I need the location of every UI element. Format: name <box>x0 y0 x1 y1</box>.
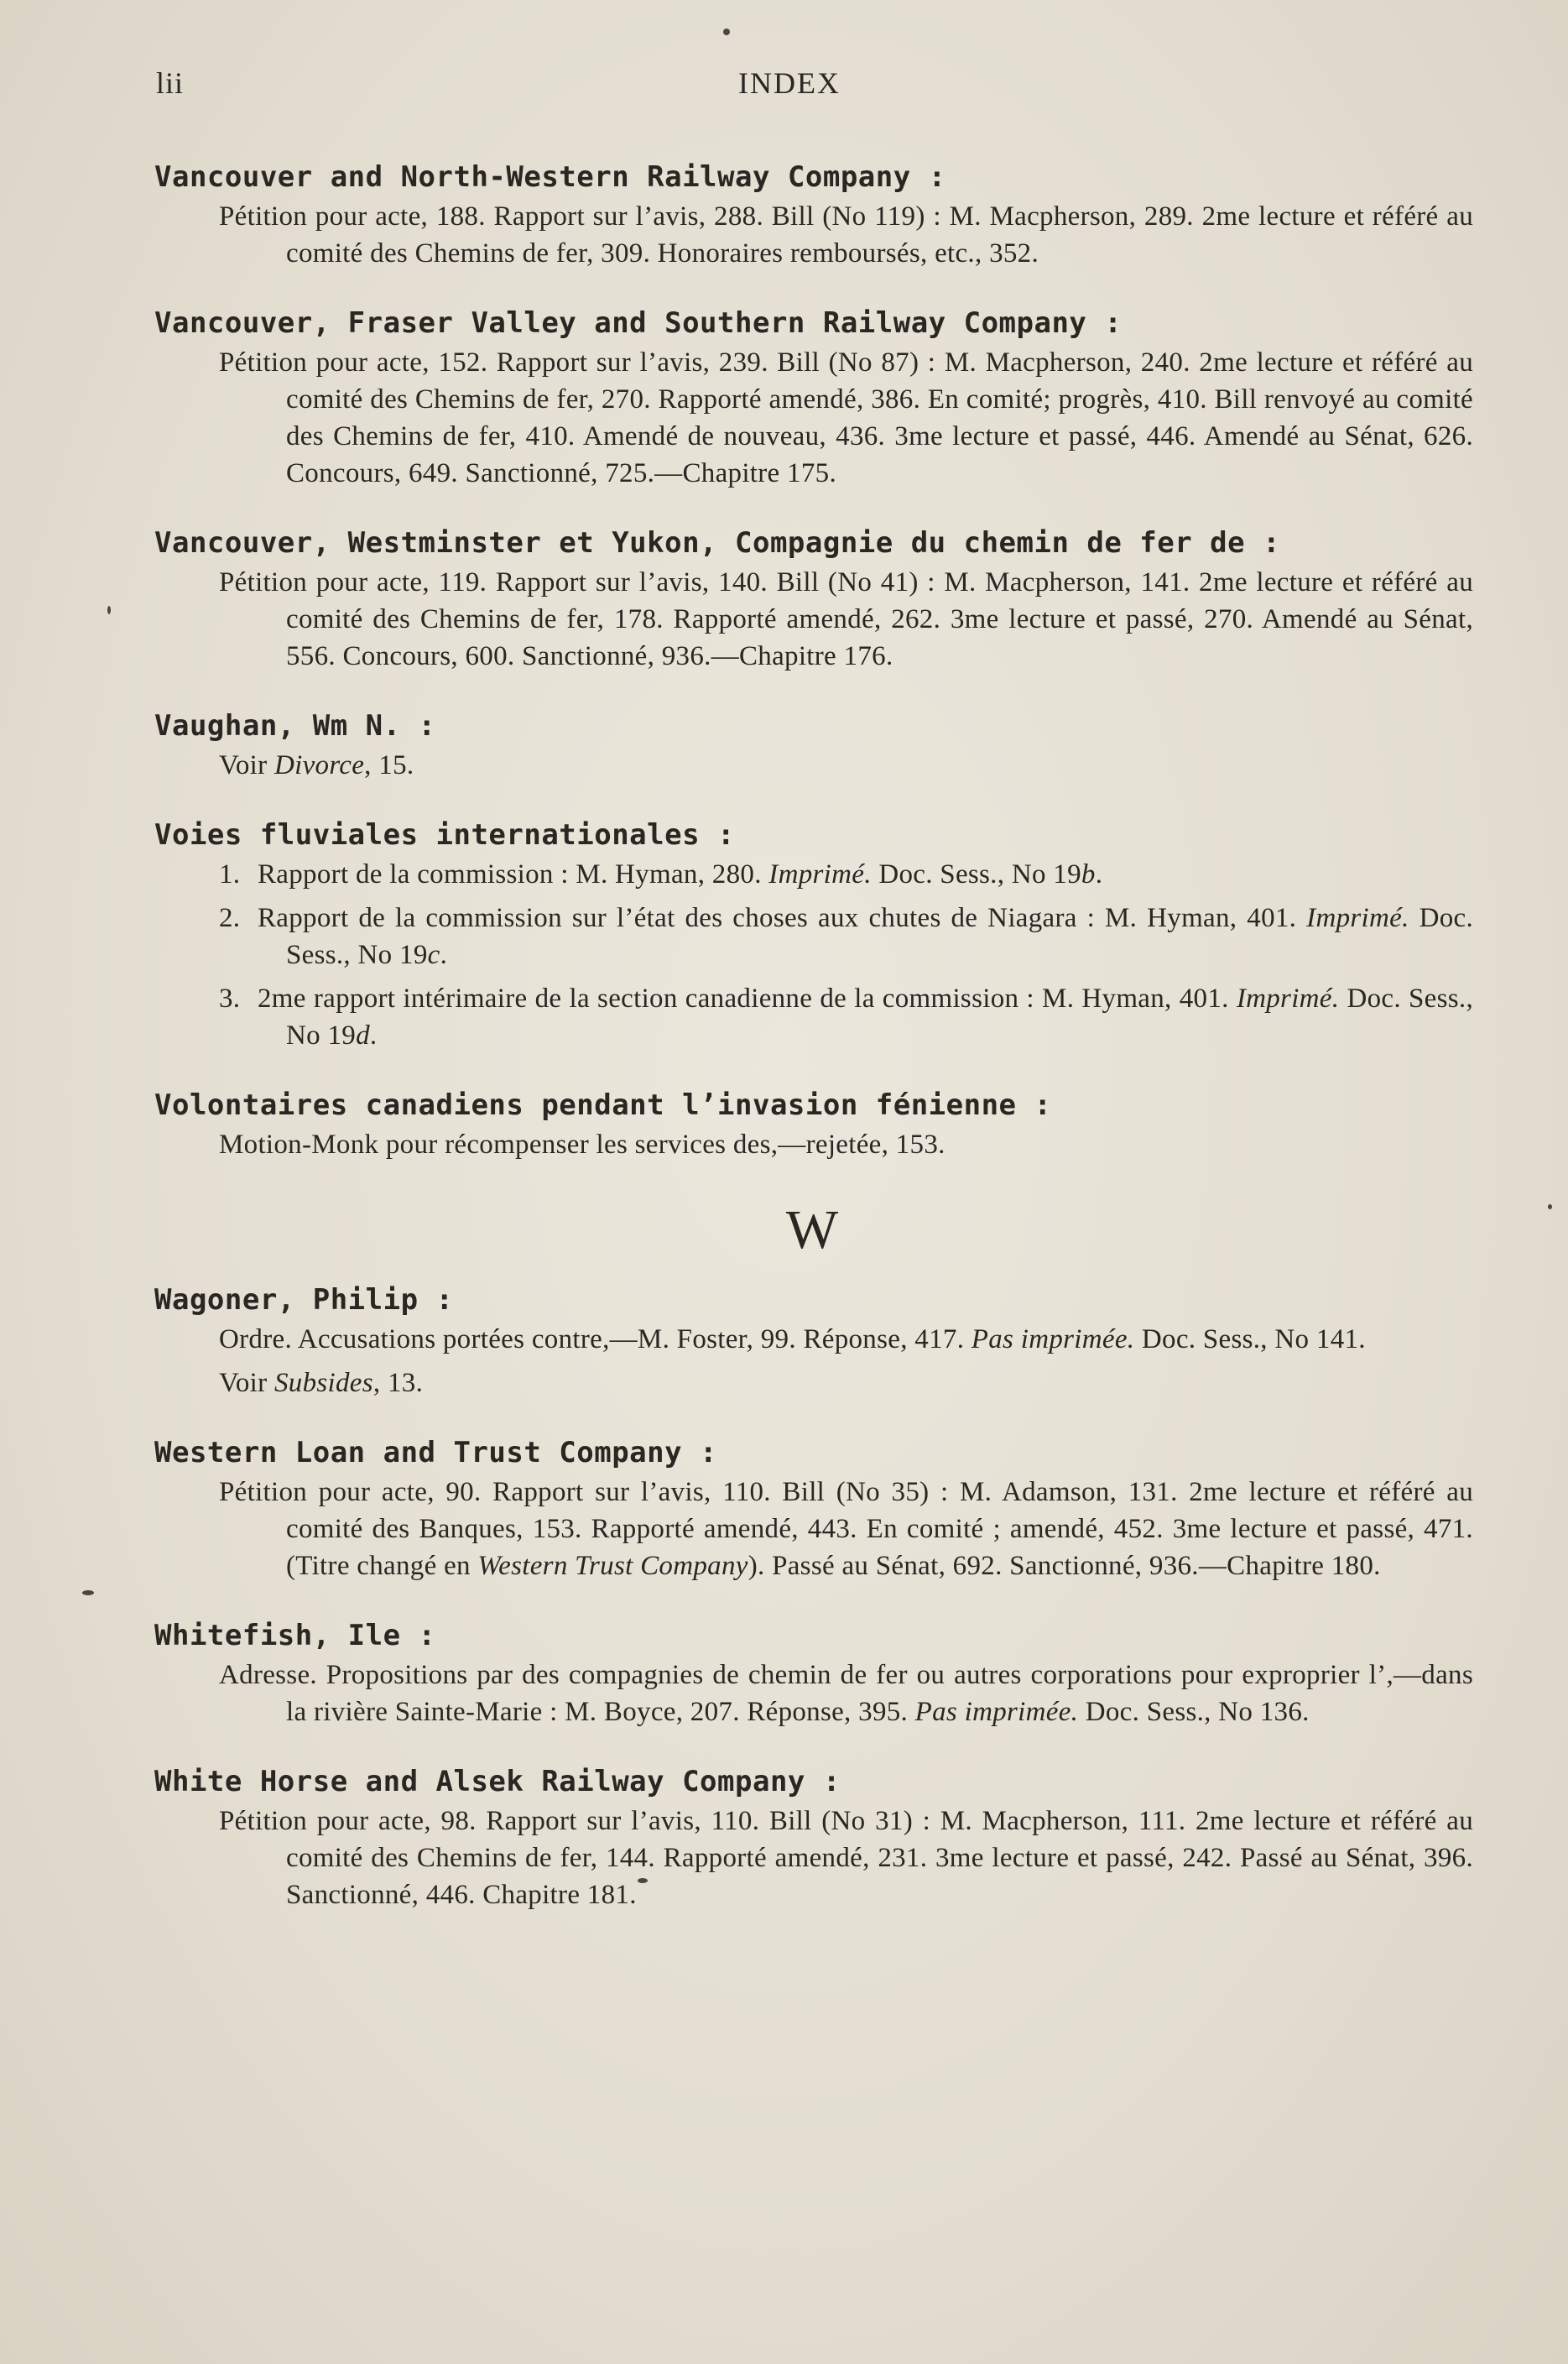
section-letter: W <box>785 1199 842 1260</box>
entry-body: Motion-Monk pour récompenser les services des,—rejetée, 153. <box>219 1130 945 1160</box>
ink-speck <box>107 606 111 614</box>
item-number: 3. <box>219 984 241 1014</box>
entry-italic: Imprimé. <box>768 859 872 890</box>
index-entry <box>154 304 1473 492</box>
entry-text: . <box>1095 859 1103 890</box>
page-header <box>156 65 1473 107</box>
entry-body <box>154 1657 1473 1730</box>
entry-text: , 15. <box>364 750 414 780</box>
running-title: INDEX <box>738 66 841 100</box>
page-number: lii <box>156 66 185 100</box>
entry-text: Voir <box>219 1368 274 1398</box>
entry-heading: White Horse and Alsek Railway Company : <box>154 1765 841 1798</box>
entry-italic: Imprimé. <box>1236 984 1340 1014</box>
index-entry <box>154 158 1473 272</box>
entry-text: Doc. Sess., No 19 <box>286 984 1474 1051</box>
entry-body: Pétition pour acte, 98. Rapport sur l’avis, 110. Bill (No 31) : M. Macpherson, 111. 2me lecture et référé au comité des Chemins de fer, 144. Rapporté amendé, 231. 3me lecture et passé, 242. Passé au Sénat, 396. Sanctionné, 446. Chapitre 181. <box>219 1806 1473 1910</box>
entry-text: Pétition pour acte, 90. Rapport sur l’avis, 110. Bill (No 35) : M. Adamson, 131. 2me lecture et référé au comité des Banques, 153. Rapporté amendé, 443. En comité ; amendé, 452. 3me lecture et passé, 471. (Titre changé en <box>219 1477 1473 1581</box>
entry-italic: Western Trust Company <box>477 1551 748 1581</box>
entry-text: Doc. Sess., No 19 <box>871 859 1081 890</box>
entry-text: Doc. Sess., No 19 <box>286 903 1473 970</box>
entry-text: Doc. Sess., No 136. <box>1078 1697 1310 1727</box>
entry-text: ). Passé au Sénat, 692. Sanctionné, 936.—Chapitre 180. <box>748 1551 1381 1581</box>
entry-text: Rapport de la commission : M. Hyman, 280. <box>258 859 769 890</box>
entry-item <box>154 856 1473 893</box>
entry-item <box>154 980 1473 1054</box>
index-entry <box>154 1616 1473 1730</box>
entry-body: Pétition pour acte, 188. Rapport sur l’avis, 288. Bill (No 119) : M. Macpherson, 289. 2me lecture et référé au comité des Chemins de fer, 309. Honoraires remboursés, etc., 352. <box>219 201 1473 269</box>
index-entry <box>154 1281 1473 1401</box>
entry-heading: Wagoner, Philip : <box>154 1283 454 1317</box>
entry-body <box>154 747 1473 784</box>
index-entry <box>154 816 1473 1054</box>
index-content <box>154 158 1473 1945</box>
item-number: 2. <box>219 903 241 933</box>
entry-heading: Volontaires canadiens pendant l’invasion fénienne : <box>154 1088 1052 1122</box>
entry-text: Voir <box>219 750 274 780</box>
entry-item <box>154 900 1473 973</box>
entry-italic: b <box>1081 859 1096 890</box>
ink-speck <box>723 29 730 35</box>
entry-item <box>154 1365 1473 1401</box>
entry-item <box>154 1321 1473 1358</box>
entry-heading: Vaughan, Wm N. : <box>154 709 436 743</box>
ink-speck <box>82 1590 94 1595</box>
entry-text: . <box>440 940 448 970</box>
entry-italic: Divorce <box>274 750 365 780</box>
entry-heading: Voies fluviales internationales : <box>154 818 736 852</box>
ink-speck <box>1548 1204 1552 1209</box>
entry-heading: Whitefish, Ile : <box>154 1619 436 1652</box>
entry-body: Pétition pour acte, 119. Rapport sur l’avis, 140. Bill (No 41) : M. Macpherson, 141. 2me lecture et référé au comité des Chemins de fer, 178. Rapporté amendé, 262. 3me lecture et passé, 270. Amendé au Sénat, 556. Concours, 600. Sanctionné, 936.—Chapitre 176. <box>219 567 1473 671</box>
entry-heading: Western Loan and Trust Company : <box>154 1436 718 1469</box>
item-number: 1. <box>219 859 241 890</box>
entry-italic: Pas imprimée. <box>914 1697 1079 1727</box>
entry-heading: Vancouver, Westminster et Yukon, Compagnie du chemin de fer de : <box>154 526 1281 560</box>
entry-text: Doc. Sess., No 141. <box>1134 1324 1366 1354</box>
entry-text: , 13. <box>372 1368 424 1398</box>
index-entry <box>154 1086 1473 1163</box>
index-entry <box>154 707 1473 784</box>
entry-heading: Vancouver and North-Western Railway Company : <box>154 160 946 194</box>
entry-text: Rapport de la commission sur l’état des choses aux chutes de Niagara : M. Hyman, 401. <box>258 903 1307 933</box>
index-entry <box>154 524 1473 675</box>
entry-italic: Pas imprimée. <box>971 1324 1135 1354</box>
entry-italic: Imprimé. <box>1306 903 1409 933</box>
entry-heading: Vancouver, Fraser Valley and Southern Railway Company : <box>154 306 1123 340</box>
index-entry <box>154 1433 1473 1584</box>
entry-body <box>154 1474 1473 1584</box>
entry-italic: Subsides <box>274 1368 373 1398</box>
entry-text: 2me rapport intérimaire de la section canadienne de la commission : M. Hyman, 401. <box>258 984 1237 1014</box>
entry-text: . <box>369 1020 378 1051</box>
index-entry <box>154 1762 1473 1913</box>
entry-text: Adresse. Propositions par des compagnies de chemin de fer ou autres corporations pour exproprier l’,—dans la rivière Sainte-Marie : M. Boyce, 207. Réponse, 395. <box>219 1660 1473 1727</box>
entry-italic: d <box>356 1020 370 1051</box>
entry-italic: c <box>427 940 440 970</box>
entry-text: Ordre. Accusations portées contre,—M. Foster, 99. Réponse, 417. <box>219 1324 972 1354</box>
entry-body: Pétition pour acte, 152. Rapport sur l’avis, 239. Bill (No 87) : M. Macpherson, 240. 2me lecture et référé au comité des Chemins de fer, 270. Rapporté amendé, 386. En comité; progrès, 410. Bill renvoyé au comité des Chemins de fer, 410. Amendé de nouveau, 436. 3me lecture et passé, 446. Amendé au Sénat, 626. Concours, 649. Sanctionné, 725.—Chapitre 175. <box>219 347 1473 488</box>
